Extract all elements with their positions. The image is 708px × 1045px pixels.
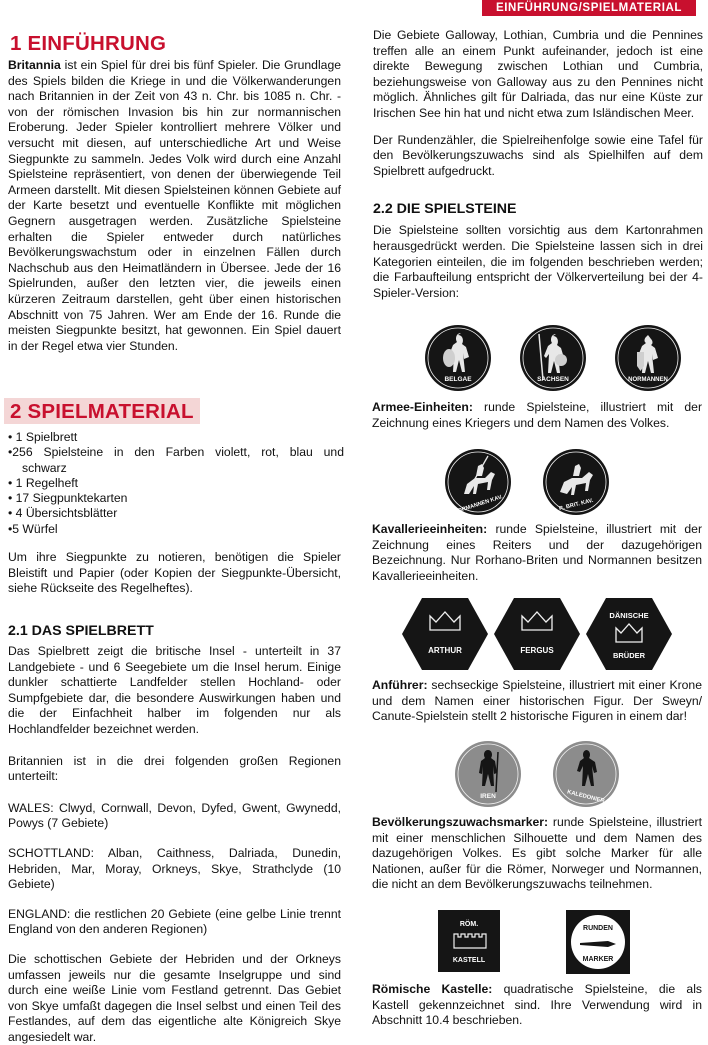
leader-label-brueder: BRÜDER [612,651,646,660]
army-label-sachsen: SACHSEN [537,376,569,383]
board-aids-paragraph: Der Rundenzähler, die Spielreihenfolge sowie eine Tafel für den Bevölkerungszuwachs sind als Spielhilfen auf dem Spielbrett aufgedruckt. [373,132,703,178]
population-markers [452,738,622,810]
cavalry-pieces [442,446,614,518]
leader-piece-daenische-brueder [586,598,672,670]
population-marker-kaledonier [553,741,619,807]
leader-label-arthur: ARTHUR [428,646,462,655]
fort-desc: quadratische Spielsteine, die als Kastell gekennzeichnet sind. Ihre Verwendung wird in Abschnitt 10.4 beschrieben. [372,982,702,1028]
region-scotland: SCHOTTLAND: Alban, Caithness, Dalriada, Dunedin, Hebriden, Mar, Moray, Orkneys, Skye, Strathclyde (10 Gebiete) [8,845,341,892]
section-1-heading-box [4,30,172,56]
army-pieces [420,322,690,394]
roman-fort-piece [438,910,500,972]
cavalry-label-rbrit: R. BRIT. KAV. [558,497,595,513]
population-label-iren: IREN [480,793,496,800]
leader-description [372,678,702,725]
population-term: Bevölkerungszuwachsmarker: [372,815,549,829]
army-piece-normannen [615,325,681,391]
army-piece-belgae [425,325,491,391]
section-header-tab: EINFÜHRUNG/SPIELMATERIAL [482,0,696,16]
fort-label-kastell: KASTELL [452,957,486,964]
fort-label-roem: RÖM. [459,921,479,928]
round-label-marker: MARKER [582,956,614,963]
material-note: Um ihre Siegpunkte zu notieren, benötigen die Spieler Bleistift und Papier (oder Kopien der Siegpunkte-Übersicht, siehe Rückseite des Regelheftes). [8,550,341,596]
game-name: Britannia [8,58,61,72]
material-item: schwarz [22,460,67,475]
round-marker-piece [566,910,630,974]
material-item: • 17 Siegpunktekarten [8,491,128,506]
section-2-title: 2 SPIELMATERIAL [10,400,194,423]
round-label-runden: RUNDEN [583,925,613,932]
section-2-1-title: 2.1 DAS SPIELBRETT [8,623,154,639]
material-item: •256 Spielsteine in den Farben violett, rot, blau und [8,445,344,460]
fort-term: Römische Kastelle: [372,982,493,996]
islands-paragraph: Die schottischen Gebiete der Hebriden und der Orkneys umfassen jeweils nur die gesamte Inselgruppe und sind durch eine weiße Linie vom Festland getrennt. Das Gebiet von Skye umfaßt dagegen die Insel selbst und einen Teil des Festlandes, auf dem das eigentliche alte Königreich Skye angesiedelt war. [8,951,341,1044]
section-1-body [8,58,341,354]
leader-label-fergus: FERGUS [520,646,554,655]
cavalry-term: Kavallerieeinheiten: [372,522,488,536]
army-description [372,400,702,431]
leader-pieces [402,596,672,672]
leader-desc: sechseckige Spielsteine, illustriert mit einer Krone und dem Namen einer historischen Figur. Der Sweyn/ Canute-Spielstein stellt 2 historische Figuren in einem dar! [372,678,702,724]
army-label-belgae: BELGAE [444,376,472,383]
cavalry-desc: runde Spielsteine, illustriert mit der Zeichnung eines Reiters und der dazugehörigen Bezeichnung. Nur Rorhano-Briten und Normannen besitzen Kavallerieeinheiten. [372,522,702,583]
material-item: • 1 Spielbrett [8,430,78,444]
section-2-heading-box [4,398,200,424]
cavalry-description [372,522,702,584]
region-england: ENGLAND: die restlichen 20 Gebiete (eine gelbe Linie trennt England von den anderen Regionen) [8,906,341,937]
army-term: Armee-Einheiten: [372,400,473,414]
army-desc: runde Spielsteine, illustriert mit der Zeichnung eines Kriegers und dem Namen des Volkes. [372,400,702,430]
population-description [372,815,702,893]
cavalry-piece-normannen [445,449,511,516]
section-1-text: ist ein Spiel für drei bis fünf Spieler. Die Grundlage des Spiels bilden die Kriege in und die Völkerwanderungen nach Britannien in der Zeit von 43 n. Chr. bis 1085 n. Chr. - von der römischen Invasion bis hin zur normannischen Eroberung. Jeder Spieler kontrolliert mehrere Völker und versucht mit diesen, auf unterschiedliche Art und Weise Siegpunkte zu sammeln. Jedes Volk wird durch eine Anzahl Spielsteine repräsentiert, von denen der überwiegende Teil Armeen darstellt. Mit diesen Spielsteinen können Gebiete auf der Karte besetzt und eventuelle Konflikte mit möglichen Gegnern ausgetragen werden. Zusätzliche Spielsteine erhalten die Spieler entweder durch natürliches Bevölkerungswachstum oder in einzelnen Fällen durch Nachschub aus den Heimatländern in Übersee. Jede der 16 Spielrunden, außer den letzten vier, die jeweils einen kürzeren Zeitraum darstellen, geht über einen historischen Abschnitt von 75 Jahren. Wer am Ende der 16. Runde die meisten Siegpunkte besitzt, hat gewonnen. Ein Spiel dauert in der Regel etwa vier Stunden. [8,58,341,353]
fort-description [372,982,702,1029]
cavalry-label-normannen: NORMANNEN KAV. [453,494,504,516]
leader-label-daenische: DÄNISCHE [609,611,649,620]
fort-and-round-markers [438,910,638,976]
population-desc: runde Spielsteine, illustriert mit einer menschlichen Silhouette und dem Namen des dazugehörigen Volkes. Es gibt solche Marker für alle Nationen, außer für die Römer, Norweger und Normannen, die nicht an dem Bevölkerungszuwachs teilnehmen. [372,815,702,892]
region-wales: WALES: Clwyd, Cornwall, Devon, Dyfed, Gwent, Gwynedd, Powys (7 Gebiete) [8,800,341,831]
material-item: • 1 Regelheft [8,475,78,490]
leader-piece-arthur [402,598,488,670]
leader-term: Anführer: [372,678,428,692]
regions-adjacency-paragraph: Die Gebiete Galloway, Lothian, Cumbria und die Pennines treffen alle an einem Punkt aufeinander, jedoch ist eine direkte Bewegung zwischen Lothian und Cumbria, beziehungsweise von Galloway aus zu den Pennines nicht möglich. Ähnliches gilt für Dalriada, das nur eine Küste zur Irischen See hin hat und nicht etwa zum Isländischen Meer. [373,28,703,120]
board-description: Das Spielbrett zeigt die britische Insel - unterteilt in 37 Landgebiete - und 6 Seegebiete um die Insel herum. Einige dunkler schattierte Landfelder stellen Hochland- oder Sumpfgebiete dar, die besondere Auswirkungen haben und die der Einfachheit halber im folgenden nur als Hochlandfelder bezeichnet werden. [8,644,341,736]
population-label-kaledonier: KALEDONIER [566,789,606,805]
material-list [4,430,344,537]
section-1-title: 1 EINFÜHRUNG [10,32,167,55]
section-2-2-body: Die Spielsteine sollten vorsichtig aus dem Kartonrahmen herausgedrückt werden. Die Spielsteine lassen sich in drei Kategorien einteilen, die im folgenden beschrieben werden; die Farbaufteilung entspricht der Völkerverteilung bei der 4-Spieler-Version: [373,223,703,300]
army-label-normannen: NORMANNEN [628,377,668,383]
cavalry-piece-rbrit [543,449,609,515]
regions-intro: Britannien ist in die drei folgenden großen Regionen unterteilt: [8,753,341,784]
material-item: • 4 Übersichtsblätter [8,506,118,521]
population-marker-iren [455,741,521,807]
army-piece-sachsen [520,325,586,391]
leader-piece-fergus [494,598,580,670]
material-item: •5 Würfel [8,521,58,536]
section-2-2-title: 2.2 DIE SPIELSTEINE [373,201,517,218]
